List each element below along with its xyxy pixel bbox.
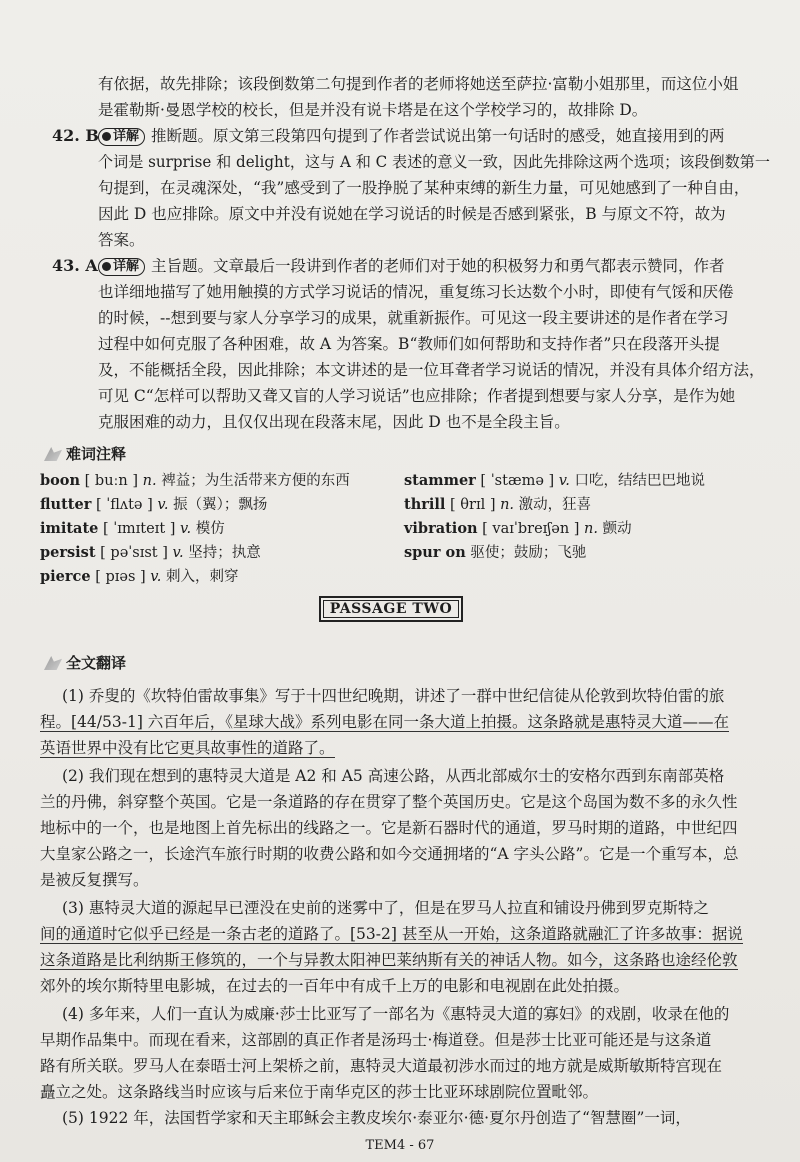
answer-43-line-3: 的时候，--想到要与家人分享学习的成果，就重新振作。可见这一段主要讲述的是作者在学习: [98, 309, 729, 327]
p4-line-2: 早期作品集中。而现在看来，这部剧的真正作者是汤玛士·梅道登。但是莎士比亚可能还是与这条道: [40, 1031, 712, 1049]
vocab-item: flutter [ ˈflʌtə ] v. 振（翼）；飘扬: [40, 496, 268, 513]
detail-badge: 详解: [98, 128, 145, 146]
p2-line-1: (2) 我们现在想到的惠特灵大道是 A2 和 A5 高速公路，从西北部威尔士的安格尔西到东南部英格: [62, 767, 725, 785]
vocab-item: boon [ buːn ] n. 裨益；为生活带来方便的东西: [40, 472, 350, 489]
p3-line-3: 这条道路是比利纳斯王修筑的，一个与异教太阳神巴莱纳斯有关的神话人物。如今，这条路也途经伦敦: [40, 951, 738, 969]
p1-line-2: 程。[44/53-1] 六百年后，《星球大战》系列电影在同一条大道上拍摄。这条路就是惠特灵大道——在: [40, 713, 730, 731]
vocab-item: stammer [ ˈstæmə ] v. 口吃，结结巴巴地说: [404, 472, 705, 489]
p4-line-1: (4) 多年来，人们一直认为威廉·莎士比亚写了一部名为《惠特灵大道的寡妇》的戏剧，收录在他的: [62, 1005, 730, 1023]
passage-title: PASSAGE TWO: [319, 596, 463, 622]
answer-42-number: 42. B: [52, 126, 99, 145]
p4-line-4: 矗立之处。这条路线当时应该与后来位于南华克区的莎士比亚环球剧院位置毗邻。: [40, 1083, 599, 1101]
answer-43-line-1: 详解 主旨题。文章最后一段讲到作者的老师们对于她的积极努力和勇气都表示赞同，作者: [98, 254, 725, 278]
p2-line-4: 大皇家公路之一，长途汽车旅行时期的收费公路和如今交通拥堵的“A 字头公路”。它是一个重写本，总: [40, 845, 739, 863]
answer-42-line-1: 详解 推断题。原文第三段第四句提到了作者尝试说出第一句话时的感受，她直接用到的两: [98, 124, 725, 148]
brush-mark-icon: [44, 656, 62, 670]
vocab-item: spur on 驱使；鼓励；飞驰: [404, 544, 587, 561]
detail-badge: 详解: [98, 258, 145, 276]
vocab-item: vibration [ vaɪˈbreɪʃən ] n. 颤动: [404, 520, 632, 537]
page-footer: TEM4 - 67: [365, 1138, 435, 1153]
p2-line-3: 地标中的一个，也是地图上首先标出的线路之一。它是新石器时代的通道，罗马时期的道路，中世纪四: [40, 819, 738, 837]
answer-43-line-7: 克服困难的动力，且仅仅出现在段落末尾，因此 D 也不是全段主旨。: [98, 413, 570, 431]
p2-line-5: 是被反复撰写。: [40, 871, 149, 889]
speaker-icon: [102, 262, 111, 271]
p1-line-3: 英语世界中没有比它更具故事性的道路了。: [40, 739, 335, 757]
vocab-heading: 难词注释: [44, 443, 126, 464]
answer-42-line-3: 句提到，在灵魂深处，“我”感受到了一股挣脱了某种束缚的新生力量，可见她感到了一种自由，: [98, 179, 750, 197]
answer-43-number: 43. A: [52, 256, 98, 275]
vocab-item: pierce [ pɪəs ] v. 刺入，刺穿: [40, 568, 239, 585]
speaker-icon: [102, 132, 111, 141]
p1-line-1: (1) 乔叟的《坎特伯雷故事集》写于十四世纪晚期，讲述了一群中世纪信徒从伦敦到坎特伯雷的旅: [62, 687, 725, 705]
p5-line-1: (5) 1922 年，法国哲学家和天主耶稣会主教皮埃尔·泰亚尔·德·夏尔丹创造了“智慧圈”一词，: [62, 1109, 691, 1127]
p2-line-2: 兰的丹佛，斜穿整个英国。它是一条道路的存在贯穿了整个英国历史。它是这个岛国为数不多的永久性: [40, 793, 738, 811]
vocab-item: imitate [ ˈɪmɪteɪt ] v. 模仿: [40, 520, 225, 537]
answer-43-line-6: 可见 C“怎样可以帮助又聋又盲的人学习说话”也应排除；作者提到想要与家人分享，是作为她: [98, 387, 736, 405]
answer-42-line-5: 答案。: [98, 231, 145, 249]
intro-line-2: 是霍勒斯·曼恩学校的校长，但是并没有说卡塔是在这个学校学习的，故排除 D。: [98, 101, 648, 119]
vocab-item: persist [ pəˈsɪst ] v. 坚持；执意: [40, 544, 261, 561]
answer-42-line-2: 个词是 surprise 和 delight，这与 A 和 C 表述的意义一致，因此先排除这两个选项；该段倒数第一: [98, 153, 770, 171]
vocab-item: thrill [ θrɪl ] n. 激动，狂喜: [404, 496, 592, 513]
answer-42-line-4: 因此 D 也应排除。原文中并没有说她在学习说话的时候是否感到紧张，B 与原文不符，故为: [98, 205, 726, 223]
p3-line-2: 间的通道时它似乎已经是一条古老的道路了。[53-2] 甚至从一开始，这条道路就融汇了许多故事：据说: [40, 925, 743, 943]
p3-line-4: 郊外的埃尔斯特里电影城，在过去的一百年中有成千上万的电影和电视剧在此处拍摄。: [40, 977, 630, 995]
answer-43-line-4: 过程中如何克服了各种困难，故 A 为答案。B“教师们如何帮助和支持作者”只在段落开头提: [98, 335, 720, 353]
answer-43-line-5: 及，不能概括全段，因此排除；本文讲述的是一位耳聋者学习说话的情况，并没有具体介绍方法，: [98, 361, 765, 379]
brush-mark-icon: [44, 447, 62, 461]
p3-line-1: (3) 惠特灵大道的源起早已湮没在史前的迷雾中了，但是在罗马人拉直和铺设丹佛到罗克斯特之: [62, 899, 709, 917]
p4-line-3: 路有所关联。罗马人在泰晤士河上架桥之前，惠特灵大道最初涉水而过的地方就是威斯敏斯特宫现在: [40, 1057, 723, 1075]
translation-heading: 全文翻译: [44, 652, 126, 673]
intro-line-1: 有依据，故先排除；该段倒数第二句提到作者的老师将她送至萨拉·富勒小姐那里，而这位小姐: [98, 75, 739, 93]
answer-43-line-2: 也详细地描写了她用触摸的方式学习说话的情况，重复练习长达数个小时，即使有气馁和厌倦: [98, 283, 734, 301]
